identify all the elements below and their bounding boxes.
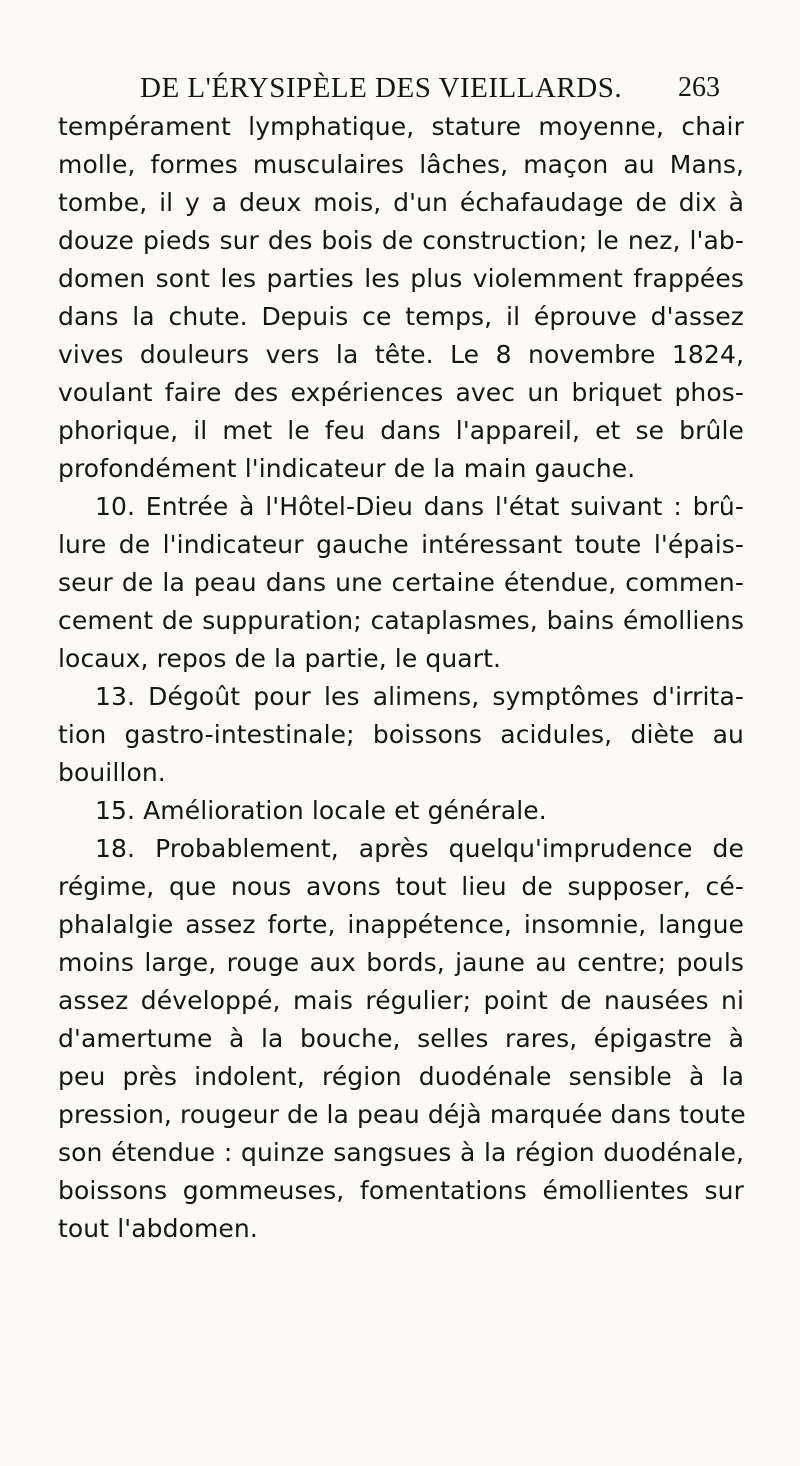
text-line: tempérament lymphatique, stature moyenne, chair — [58, 112, 744, 141]
text-line: d'amertume à la bouche, selles rares, épigastre à — [58, 1024, 744, 1053]
text-line: domen sont les parties les plus violemment frappées — [58, 264, 744, 293]
text-line: cement de suppuration; cataplasmes, bains émolliens — [58, 606, 744, 635]
text-line: dans la chute. Depuis ce temps, il éprouve d'assez — [58, 302, 744, 331]
text-line: pression, rougeur de la peau déjà marquée dans toute — [58, 1100, 746, 1129]
text-line: tout l'abdomen. — [58, 1214, 258, 1243]
text-line: lure de l'indicateur gauche intéressant toute l'épais- — [58, 530, 744, 559]
text-line: voulant faire des expériences avec un briquet phos- — [58, 378, 744, 407]
text-line: phalalgie assez forte, inappétence, insomnie, langue — [58, 910, 744, 939]
text-line: moins large, rouge aux bords, jaune au centre; pouls — [58, 948, 744, 977]
entry-line-day-13: 13. Dégoût pour les alimens, symptômes d'irrita- — [95, 682, 744, 711]
text-line: profondément l'indicateur de la main gauche. — [58, 454, 636, 483]
text-line: boissons gommeuses, fomentations émollientes sur — [58, 1176, 744, 1205]
entry-line-day-10: 10. Entrée à l'Hôtel-Dieu dans l'état suivant : brû- — [95, 492, 744, 521]
entry-line-day-15: 15. Amélioration locale et générale. — [95, 796, 547, 825]
running-title: DE L'ÉRYSIPÈLE DES VIEILLARDS. — [140, 72, 623, 104]
text-line: phorique, il met le feu dans l'appareil, et se brûle — [58, 416, 744, 445]
text-line: régime, que nous avons tout lieu de supposer, cé- — [58, 872, 744, 901]
text-line: vives douleurs vers la tête. Le 8 novembre 1824, — [58, 340, 744, 369]
text-line: seur de la peau dans une certaine étendue, commen- — [58, 568, 744, 597]
text-line: tion gastro-intestinale; boissons acidules, diète au — [58, 720, 744, 749]
text-line: peu près indolent, région duodénale sensible à la — [58, 1062, 744, 1091]
entry-line-day-18: 18. Probablement, après quelqu'imprudence de — [95, 834, 744, 863]
text-line: locaux, repos de la partie, le quart. — [58, 644, 502, 673]
text-line: douze pieds sur des bois de construction; le nez, l'ab- — [58, 226, 744, 255]
page-number: 263 — [678, 72, 720, 103]
text-line: tombe, il y a deux mois, d'un échafaudage de dix à — [58, 188, 744, 217]
running-head — [140, 72, 720, 112]
text-line: son étendue : quinze sangsues à la région duodénale, — [58, 1138, 744, 1167]
text-line: molle, formes musculaires lâches, maçon au Mans, — [58, 150, 744, 179]
text-line: assez développé, mais régulier; point de nausées ni — [58, 986, 744, 1015]
text-line: bouillon. — [58, 758, 166, 787]
